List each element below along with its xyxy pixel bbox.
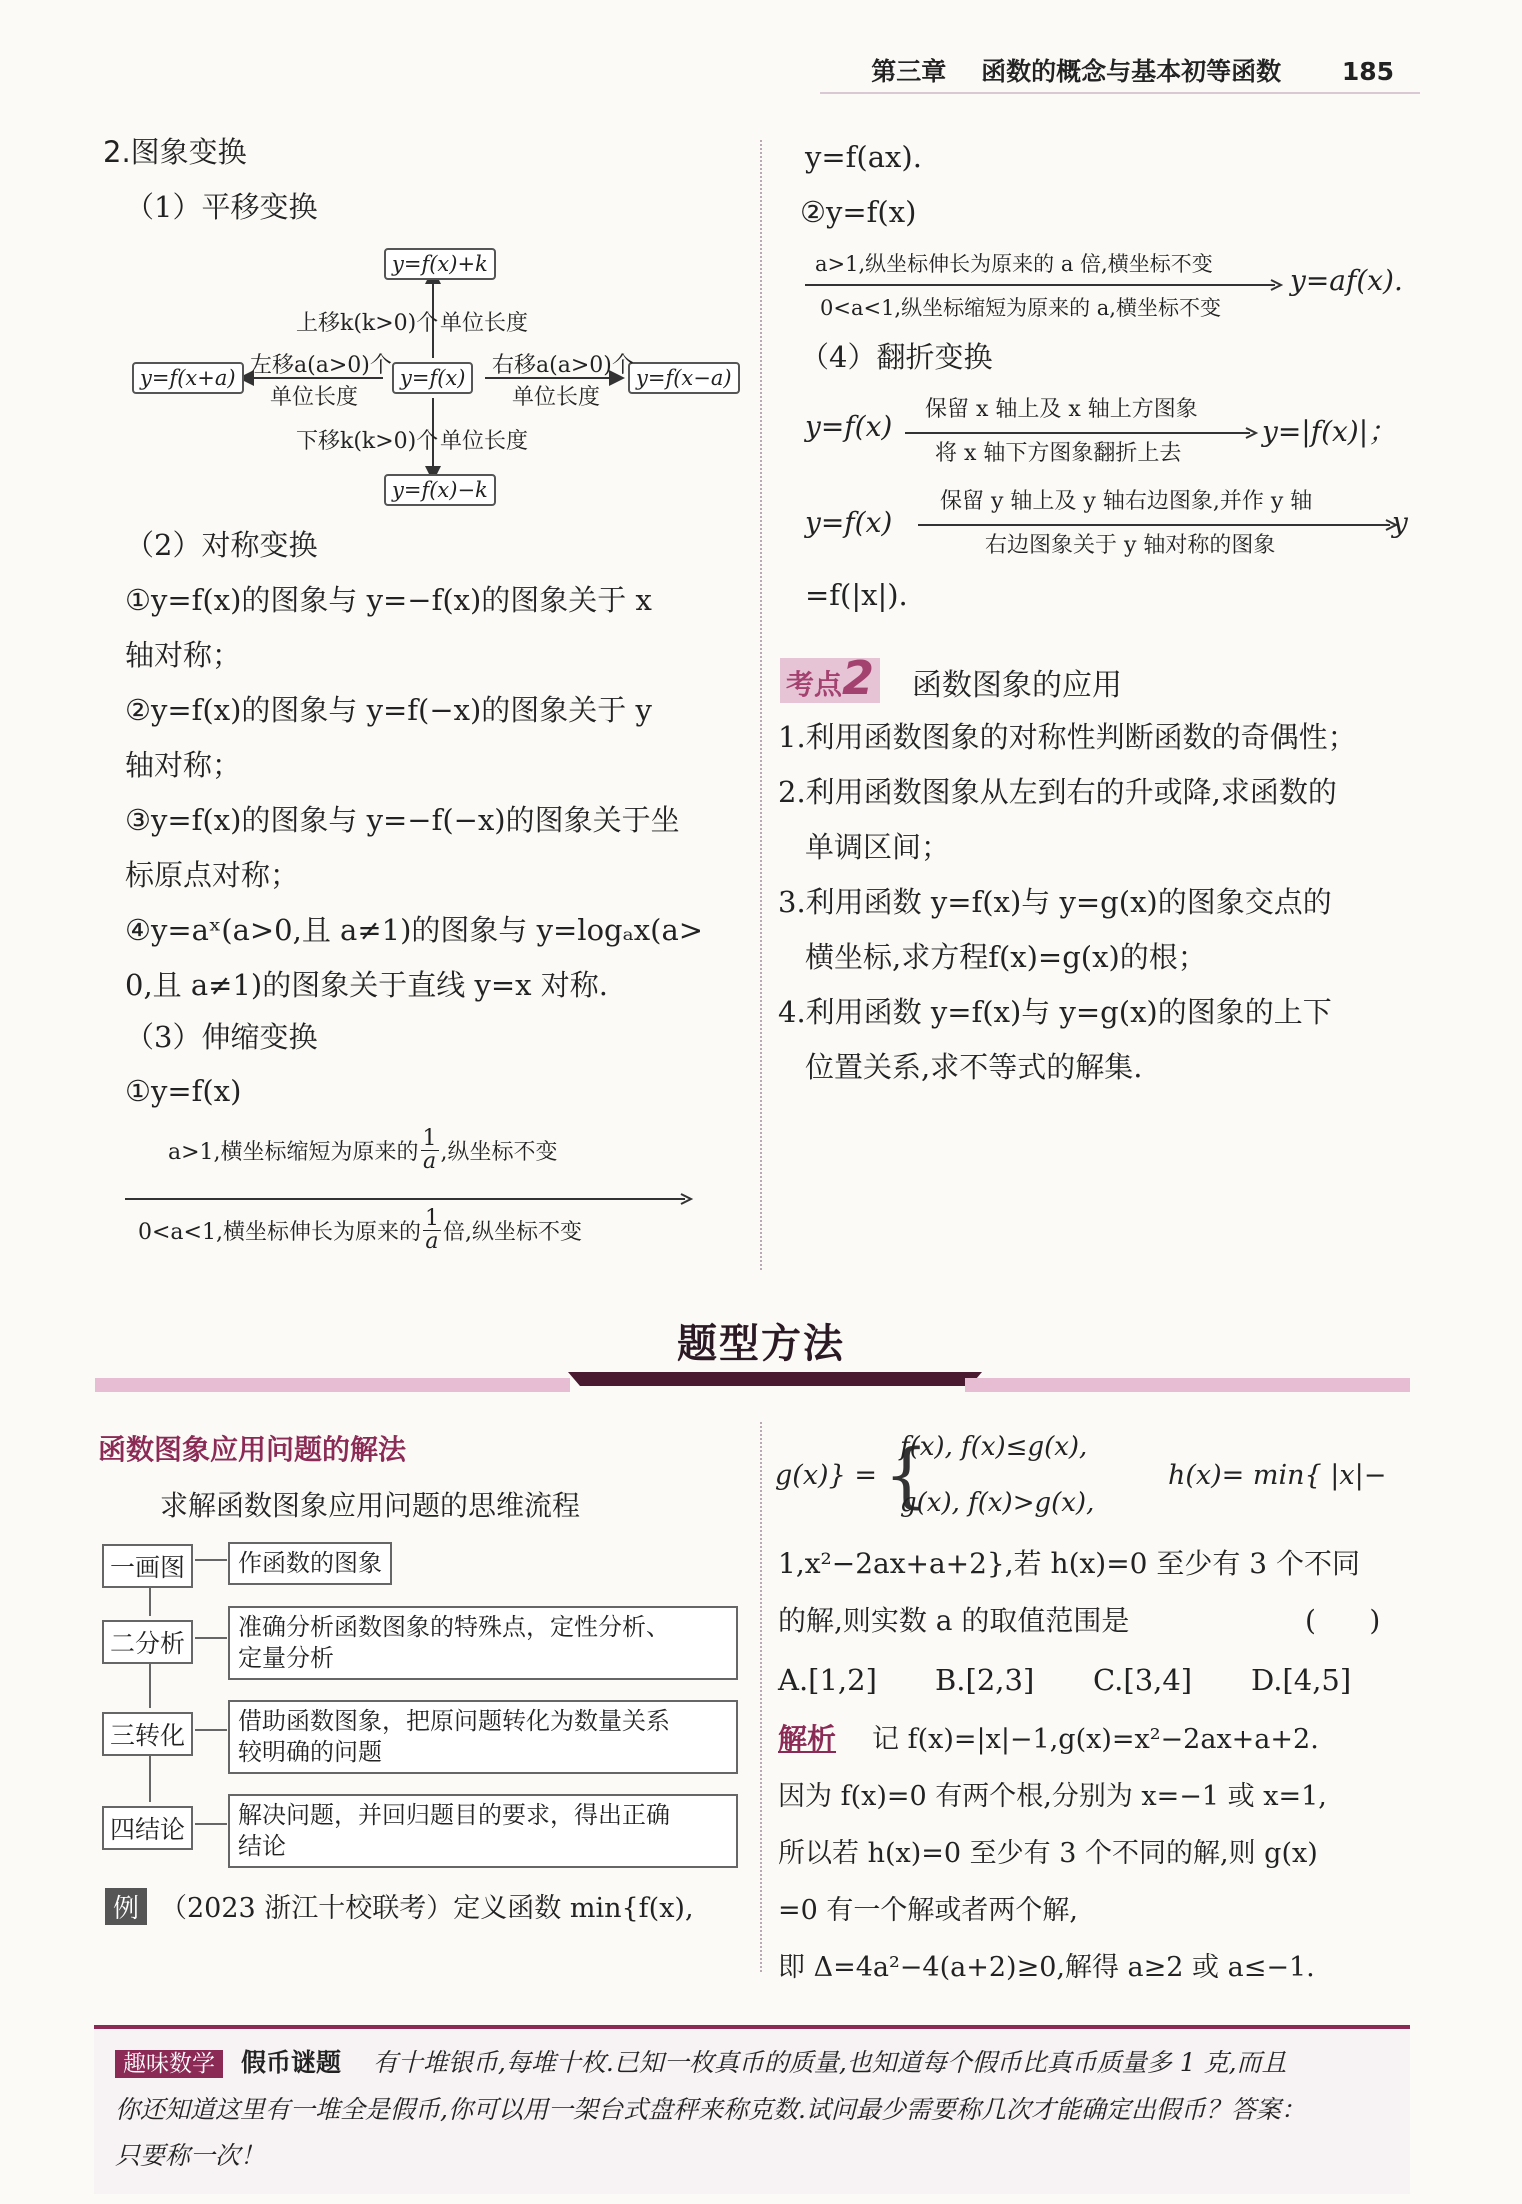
solution-line-6: 因为 f(x)=0 有两个根,分别为 x=−1 或 x=1, xyxy=(778,1781,1327,1812)
stretch-bot-fraction xyxy=(423,1208,441,1253)
heading-image-transform: 2.图象变换 xyxy=(103,135,247,169)
section-band-left xyxy=(95,1378,570,1392)
keypoint-tag xyxy=(780,651,880,705)
section-band-right xyxy=(965,1378,1410,1392)
fun-line-3: 只要称一次！ xyxy=(115,2141,266,2170)
solution-line-8: =0 有一个解或者两个解, xyxy=(778,1895,1078,1926)
piecewise-case-1: f(x), f(x)≤g(x), xyxy=(900,1432,1088,1462)
heading-translation: （1）平移变换 xyxy=(125,190,318,224)
flow-step-3-text-1: 借助函数图象，把原问题转化为数量关系 xyxy=(238,1707,670,1735)
stretch-top-text-a: a>1,横坐标缩短为原来的 xyxy=(168,1140,419,1165)
section-band-center xyxy=(568,1372,982,1386)
fun-math-text xyxy=(115,2040,1405,2179)
flow-step-2-text-1: 准确分析函数图象的特殊点，定性分析、 xyxy=(238,1613,670,1641)
solution-line-1-left: g(x)} = xyxy=(775,1460,877,1491)
app-3a: 3.利用函数 y=f(x)与 y=g(x)的图象交点的 xyxy=(778,885,1332,919)
flow-step-4-text-1: 解决问题，并回归题目的要求，得出正确 xyxy=(238,1801,670,1829)
box-original: y=f(x) xyxy=(392,362,473,394)
fun-line-1-text: 有十堆银币,每堆十枚.已知一枚真币的质量,也知道每个假币比真币质量多 1 克,而且 xyxy=(372,2048,1287,2077)
app-1: 1.利用函数图象的对称性判断函数的奇偶性； xyxy=(778,720,1357,754)
flow-step-1-label: 一画图 xyxy=(102,1544,193,1588)
option-a[interactable]: A.[1,2] xyxy=(778,1663,877,1697)
label-up-left: 上移k(k>0)个 xyxy=(296,311,439,336)
keypoint-tag-text: 考点 xyxy=(786,668,843,701)
arrow2-result: y=af(x). xyxy=(1290,264,1403,297)
chapter-label: 第三章 xyxy=(871,57,947,86)
solution-line-3: 的解,则实数 a 的取值范围是 xyxy=(778,1604,1130,1637)
example-tag: 例 xyxy=(105,1888,147,1925)
stretch-top-fraction xyxy=(421,1128,439,1173)
stretch-arrow-top-label xyxy=(168,1128,558,1173)
flow-step-2-label: 二分析 xyxy=(102,1620,193,1664)
flow-step-1-box xyxy=(228,1542,392,1585)
flip1-bottom: 将 x 轴下方图象翻折上去 xyxy=(935,441,1182,466)
option-b[interactable]: B.[2,3] xyxy=(935,1663,1035,1697)
method-subtitle: 求解函数图象应用问题的思维流程 xyxy=(160,1489,581,1522)
stretch-bot-text-b: 倍,纵坐标不变 xyxy=(442,1220,582,1245)
stretch-bot-den: a xyxy=(425,1229,439,1254)
flip2-top: 保留 y 轴上及 y 轴右边图象,并作 y 轴 xyxy=(940,489,1313,514)
piecewise-brace: { xyxy=(884,1434,929,1516)
app-2a: 2.利用函数图象从左到右的升或降,求函数的 xyxy=(778,775,1337,809)
flip2-bottom: 右边图象关于 y 轴对称的图象 xyxy=(985,533,1276,558)
flow-step-3-label: 三转化 xyxy=(102,1712,193,1756)
label-down-left: 下移k(k>0)个 xyxy=(296,429,439,454)
chapter-title: 函数的概念与基本初等函数 xyxy=(981,57,1282,86)
heading-stretch: （3）伸缩变换 xyxy=(125,1020,318,1054)
page-header xyxy=(871,52,1394,88)
flip1-result: y=|f(x)|； xyxy=(1262,415,1397,448)
sym-line-1a: ①y=f(x)的图象与 y=−f(x)的图象关于 x xyxy=(125,583,652,617)
app-4a: 4.利用函数 y=f(x)与 y=g(x)的图象的上下 xyxy=(778,995,1332,1029)
flow-step-1-text: 作函数的图象 xyxy=(238,1549,382,1577)
stretch-arrow-bottom-label xyxy=(138,1208,582,1253)
sym-line-2a: ②y=f(x)的图象与 y=f(−x)的图象关于 y xyxy=(125,693,652,727)
sym-line-2b: 轴对称； xyxy=(125,748,242,782)
app-3b: 横坐标,求方程f(x)=g(x)的根； xyxy=(805,940,1207,974)
keypoint-title: 函数图象的应用 xyxy=(912,668,1122,703)
sym-line-1b: 轴对称； xyxy=(125,638,242,672)
box-shift-right: y=f(x−a) xyxy=(628,362,740,394)
arrow2 xyxy=(805,278,1285,292)
flow-step-4-label: 四结论 xyxy=(102,1806,193,1850)
stretch-top-den: a xyxy=(422,1149,437,1174)
stretch-arrow xyxy=(125,1192,695,1206)
keypoint-number: 2 xyxy=(842,651,875,705)
flow-step-3-text-2: 较明确的问题 xyxy=(238,1738,382,1766)
option-c[interactable]: C.[3,4] xyxy=(1093,1663,1193,1697)
flip1-top: 保留 x 轴上及 x 轴上方图象 xyxy=(925,397,1198,422)
label-right-bottom: 单位长度 xyxy=(512,385,601,410)
stretch-bot-text-a: 0<a<1,横坐标伸长为原来的 xyxy=(138,1220,421,1245)
column-divider xyxy=(760,140,762,1270)
column-divider-lower xyxy=(760,1422,762,1972)
sym-line-4b: 0,且 a≠1)的图象关于直线 y=x 对称. xyxy=(125,968,608,1002)
flip1-lhs: y=f(x) xyxy=(805,410,893,443)
right-cont-1: y=f(ax). xyxy=(805,140,922,174)
method-title: 函数图象应用问题的解法 xyxy=(98,1433,407,1466)
label-left-bottom: 单位长度 xyxy=(270,385,359,410)
page-number: 185 xyxy=(1341,57,1394,86)
sym-line-3b: 标原点对称； xyxy=(125,858,300,892)
sym-line-3a: ③y=f(x)的图象与 y=−f(−x)的图象关于坐 xyxy=(125,803,680,837)
label-left-top: 左移a(a>0)个 xyxy=(250,353,392,378)
label-right-top: 右移a(a>0)个 xyxy=(492,353,634,378)
fun-line-2: 你还知道这里有一堆全是假币,你可以用一架台式盘秤来称克数.试问最少需要称几次才能确定出假币？答案： xyxy=(115,2095,1306,2124)
arrow2-bottom-label: 0<a<1,纵坐标缩短为原来的 a,横坐标不变 xyxy=(820,296,1221,320)
flip2-lhs: y=f(x) xyxy=(805,506,893,539)
stretch-bot-num: 1 xyxy=(424,1206,439,1231)
flow-step-2-text-2: 定量分析 xyxy=(238,1644,334,1672)
stretch-top-num: 1 xyxy=(422,1126,437,1151)
right-item-2: ②y=f(x) xyxy=(800,195,917,229)
app-4b: 位置关系,求不等式的解集. xyxy=(805,1050,1143,1084)
box-shift-down: y=f(x)−k xyxy=(384,474,496,506)
solution-line-5: 记 f(x)=|x|−1,g(x)=x²−2ax+a+2. xyxy=(872,1724,1319,1755)
analysis-tag: 解析 xyxy=(778,1722,837,1756)
stretch-line-1: ①y=f(x) xyxy=(125,1074,242,1108)
heading-symmetry: （2）对称变换 xyxy=(125,528,318,562)
flow-step-2-box xyxy=(228,1606,738,1680)
label-up-right: 单位长度 xyxy=(440,311,529,336)
piecewise-case-2: g(x), f(x)>g(x), xyxy=(900,1488,1095,1518)
fun-tag: 趣味数学 xyxy=(115,2050,223,2078)
solution-line-1-right: h(x)= min{ |x|− xyxy=(1168,1460,1387,1491)
option-d[interactable]: D.[4,5] xyxy=(1251,1663,1352,1697)
flow-step-4-box xyxy=(228,1794,738,1868)
sym-line-4a: ④y=aˣ(a>0,且 a≠1)的图象与 y=logₐx(a> xyxy=(125,913,704,947)
app-2b: 单调区间； xyxy=(805,830,951,864)
flip2-result: y xyxy=(1392,506,1408,539)
solution-line-2: 1,x²−2ax+a+2},若 h(x)=0 至少有 3 个不同 xyxy=(778,1547,1360,1580)
flip2-continuation: =f(|x|). xyxy=(805,578,908,612)
header-rule xyxy=(820,92,1420,94)
solution-line-9: 即 Δ=4a²−4(a+2)≥0,解得 a≥2 或 a≤−1. xyxy=(778,1952,1315,1983)
box-shift-up: y=f(x)+k xyxy=(384,248,496,280)
example-text: （2023 浙江十校联考）定义函数 min{f(x), xyxy=(160,1893,694,1924)
stretch-top-text-b: ,纵坐标不变 xyxy=(440,1140,558,1165)
section-title: 题型方法 xyxy=(677,1321,845,1367)
box-shift-left: y=f(x+a) xyxy=(132,362,244,394)
answer-paren: ( ) xyxy=(1305,1604,1381,1637)
fun-title: 假币谜题 xyxy=(240,2048,341,2077)
fun-line-1 xyxy=(115,2040,1405,2087)
heading-flip: （4）翻折变换 xyxy=(800,340,993,374)
arrow2-top-label: a>1,纵坐标伸长为原来的 a 倍,横坐标不变 xyxy=(815,252,1213,276)
label-down-right: 单位长度 xyxy=(440,429,529,454)
flow-step-3-box xyxy=(228,1700,738,1774)
flow-step-4-text-2: 结论 xyxy=(238,1832,286,1860)
solution-line-7: 所以若 h(x)=0 至少有 3 个不同的解,则 g(x) xyxy=(778,1838,1318,1869)
